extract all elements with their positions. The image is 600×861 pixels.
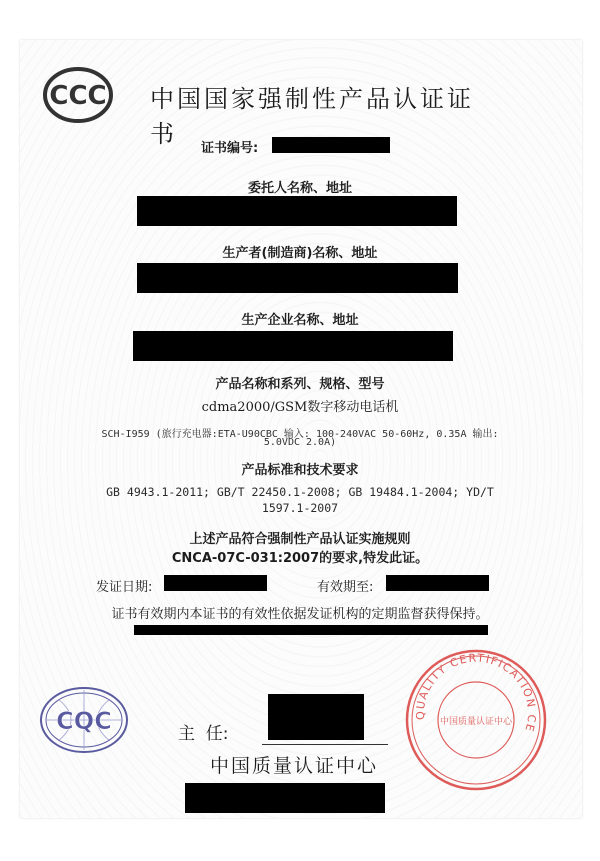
product-model-line2: 5.0VDC 2.0A) bbox=[263, 437, 337, 448]
standards-line1: GB 4943.1-2011; GB/T 22450.1-2008; GB 19484.1-2004; YD/T bbox=[106, 485, 494, 499]
standards-label: 产品标准和技术要求 bbox=[241, 463, 359, 478]
cqc-logo-icon bbox=[38, 685, 130, 755]
manufacturer-label: 生产者(制造商)名称、地址 bbox=[222, 246, 378, 261]
redacted-bottom bbox=[185, 783, 385, 813]
director-label: 主 任: bbox=[178, 724, 229, 744]
validity-statement: 证书有效期内本证书的有效性依据发证机构的定期监督获得保持。 bbox=[111, 607, 489, 622]
signature-line bbox=[262, 744, 388, 745]
redacted-signature bbox=[268, 694, 364, 740]
ccc-logo-icon bbox=[42, 66, 114, 124]
client-label: 委托人名称、地址 bbox=[247, 181, 352, 196]
product-model-line1: SCH-I959 (旅行充电器:ETA-U90CBC 输入: 100-240VAC 50-60Hz, 0.35A 输出: bbox=[101, 429, 499, 440]
cqc-logo-text: CQC bbox=[56, 707, 112, 735]
redacted-valid-until bbox=[386, 575, 489, 591]
issuer-name: 中国质量认证中心 bbox=[210, 755, 379, 777]
redacted-issue-date bbox=[164, 575, 267, 591]
seal-chinese-text: 中国质量认证中心 bbox=[439, 717, 513, 727]
factory-label: 生产企业名称、地址 bbox=[241, 313, 359, 328]
certificate-title: 中国国家强制性产品认证证书 bbox=[150, 85, 474, 148]
conformity-line2: CNCA-07C-031:2007的要求,特发此证。 bbox=[171, 551, 429, 566]
redacted-line bbox=[134, 625, 488, 635]
red-seal-icon bbox=[404, 648, 548, 792]
issue-date-label: 发证日期: bbox=[96, 580, 153, 595]
standards-line2: 1597.1-2007 bbox=[261, 501, 339, 515]
redacted-factory bbox=[133, 331, 453, 361]
redacted-manufacturer bbox=[137, 263, 458, 293]
ccc-logo-text: CCC bbox=[49, 81, 107, 111]
valid-until-label: 有效期至: bbox=[317, 580, 374, 595]
certificate-number-label: 证书编号: bbox=[201, 141, 259, 156]
redacted-certificate-number bbox=[272, 137, 390, 153]
redacted-client bbox=[137, 196, 457, 226]
product-name: cdma2000/GSM数字移动电话机 bbox=[201, 400, 399, 415]
seal-english-text: QUALITY CERTIFICATION CE bbox=[413, 651, 539, 735]
product-label: 产品名称和系列、规格、型号 bbox=[215, 377, 385, 392]
conformity-line1: 上述产品符合强制性产品认证实施规则 bbox=[189, 532, 411, 547]
